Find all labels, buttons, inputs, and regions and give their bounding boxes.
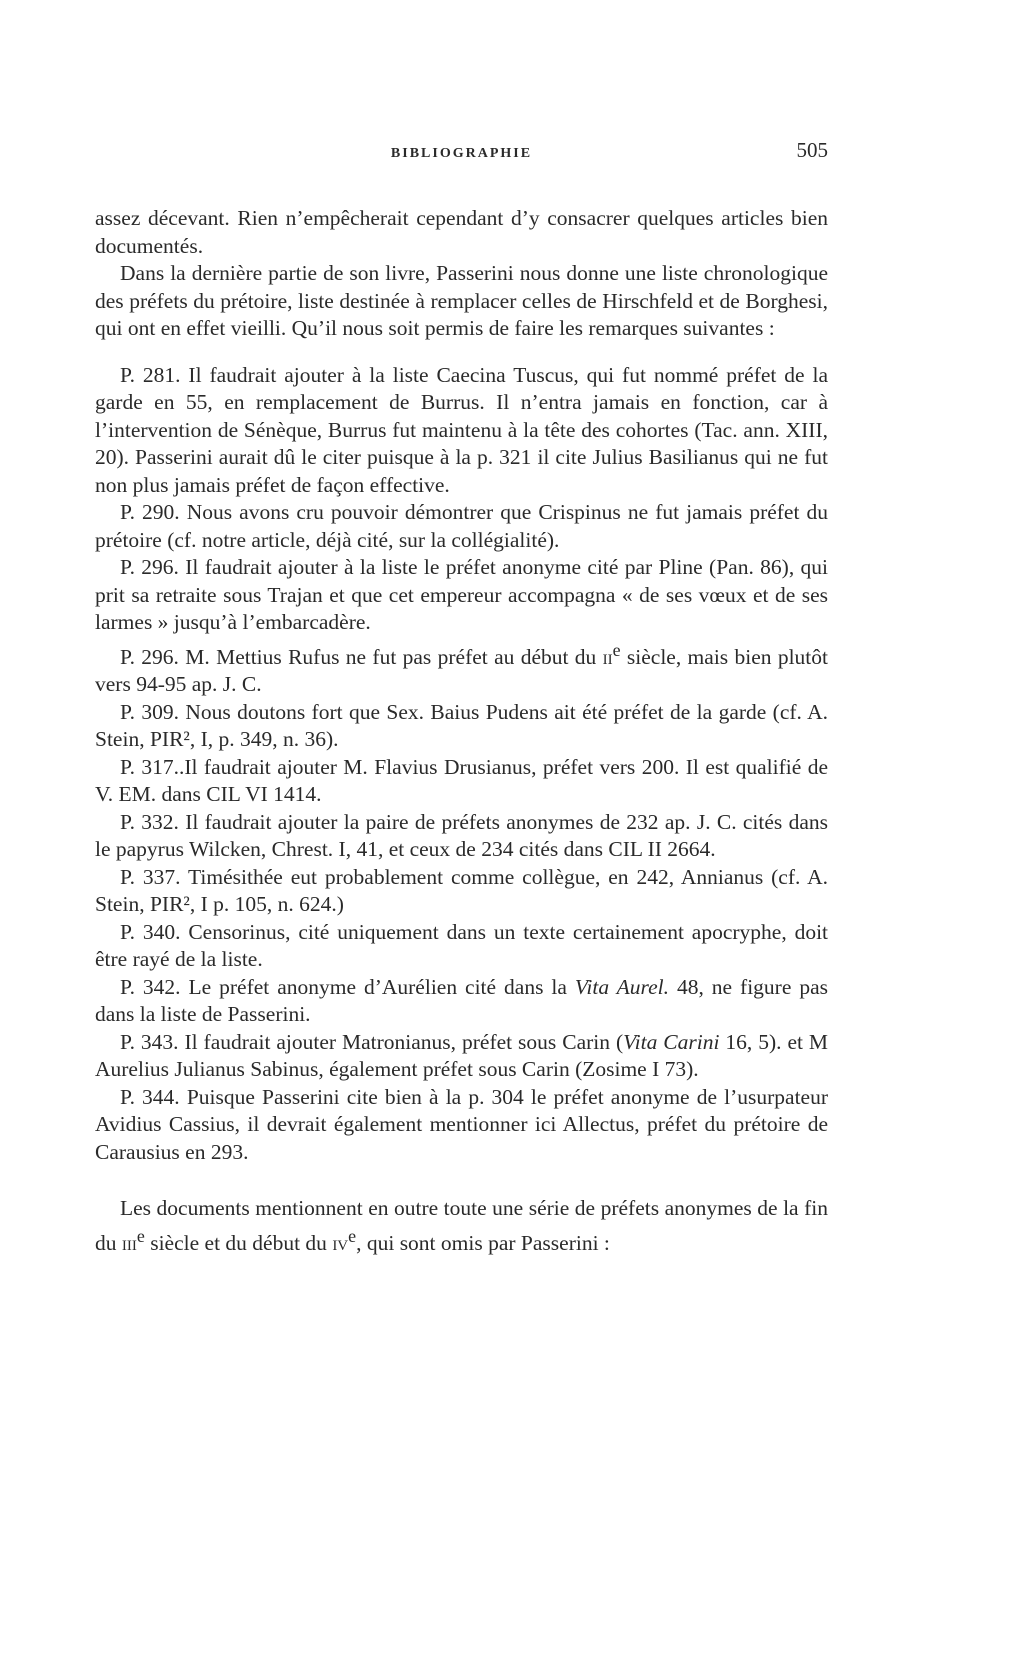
remark-entry [95,1084,828,1167]
remark-text: Censorinus, cité uniquement dans un texte certainement apocryphe, doit être rayé de la liste. [95,919,829,972]
page-reference: P. 332. [120,809,179,834]
remark-entry [95,637,828,699]
remark-text: Il faudrait ajouter à la liste le préfet anonyme cité par Pline (Pan. 86), qui prit sa retraite sous Trajan et que cet empereur accompagna « de ses vœux et de ses larmes » jusqu’à l’embarcadère. [95,555,829,634]
century-numeral: iii [121,1230,137,1255]
page-reference: P. 337. [120,864,181,889]
century-numeral: ii [602,644,613,669]
remark-entry [95,864,828,919]
superscript: e [612,639,621,660]
remark-text: siècle, mais bien plutôt vers 94-95 ap. J. C. [95,644,829,697]
century-numeral: iv [332,1230,349,1255]
remark-text: Le préfet anonyme d’Aurélien cité dans la [188,974,575,999]
page-reference: P. 296. [120,555,179,579]
remark-text: M. Mettius Rufus ne fut pas préfet au début du [185,644,603,669]
page-reference: P. 296. [120,644,179,669]
remark-text: 16, 5). et M Aurelius Julianus Sabinus, également préfet sous Carin (Zosime I 73). [95,1029,829,1082]
remark-entry [95,1029,828,1084]
closing-paragraph [95,1195,828,1257]
page-reference: P. 281. [120,362,181,387]
superscript: e [348,1225,357,1246]
remark-text: 48, ne figure pas dans la liste de Passerini. [95,974,828,1027]
remark-text: Il faudrait ajouter Matronianus, préfet sous Carin ( [184,1029,624,1054]
italic-title: Vita Carini [623,1029,720,1054]
remark-text: Il faudrait ajouter la paire de préfets anonymes de 232 ap. J. C. cités dans le papyrus Wilcken, Chrest. I, 41, et ceux de 234 cités dans CIL II 2664. [95,809,828,862]
page-reference: P. 317.. [120,754,185,779]
body-text [95,205,828,1257]
page-reference: P. 343. [120,1029,179,1054]
remark-text: Il faudrait ajouter M. Flavius Drusianus, préfet vers 200. Il est qualifié de V. EM. dans CIL VI 1414. [95,754,828,807]
superscript: e [136,1225,145,1246]
page-reference: P. 342. [120,974,181,999]
running-title: BIBLIOGRAPHIE [390,146,533,161]
remark-text: Nous doutons fort que Sex. Baius Pudens ait été préfet de la garde (cf. A. Stein, PIR², I, p. 349, n. 36). [95,699,829,752]
running-header [95,138,828,172]
remark-entry [95,362,828,500]
remark-entry [95,809,828,864]
remark-entry [95,754,828,809]
remark-text: Puisque Passerini cite bien à la p. 304 le préfet anonyme de l’usurpateur Avidius Cassius, il devrait également mentionner ici Allectus, préfet du prétoire de Carausius en 293. [95,1084,828,1164]
italic-title: Vita Aurel. [574,974,670,999]
paragraph: assez décevant. Rien n’empêcherait cependant d’y consacrer quelques articles bien documentés. [95,206,828,258]
closing-text: Les documents mentionnent en outre toute une série de préfets anonymes de la fin du [95,1196,828,1255]
page-reference: P. 290. [120,500,180,524]
page-reference: P. 309. [120,699,179,724]
remark-entry [95,554,828,637]
paragraph: Dans la dernière partie de son livre, Passerini nous donne une liste chronologique des préfets du prétoire, liste destinée à remplacer celles de Hirschfeld et de Borghesi, qui ont en effet vieilli. Qu’il nous soit permis de faire les remarques suivantes : [95,261,828,340]
remark-text: Il faudrait ajouter à la liste Caecina Tuscus, qui fut nommé préfet de la garde en 55, en remplacement de Burrus. Il n’entra jamais en fonction, car à l’intervention de Sénèque, Burrus fut maintenu à la tête des cohortes (Tac. ann. XIII, 20). Passerini aurait dû le citer puisque à la p. 321 il cite Julius Basilianus qui ne fut non plus jamais préfet de façon effective. [95,362,829,497]
remark-entry [95,919,828,974]
closing-text: , qui sont omis par Passerini : [356,1230,610,1255]
remark-text: Nous avons cru pouvoir démontrer que Crispinus ne fut jamais préfet du prétoire (cf. notre article, déjà cité, sur la collégialité). [95,500,829,552]
remark-entry [95,499,828,554]
remark-text: Timésithée eut probablement comme collègue, en 242, Annianus (cf. A. Stein, PIR², I p. 105, n. 624.) [95,864,828,917]
page-reference: P. 344. [120,1084,180,1109]
page-number: 505 [796,138,828,162]
remark-entry [95,974,828,1029]
closing-text: siècle et du début du [144,1230,333,1255]
page-reference: P. 340. [120,919,181,944]
remark-entry [95,699,828,754]
